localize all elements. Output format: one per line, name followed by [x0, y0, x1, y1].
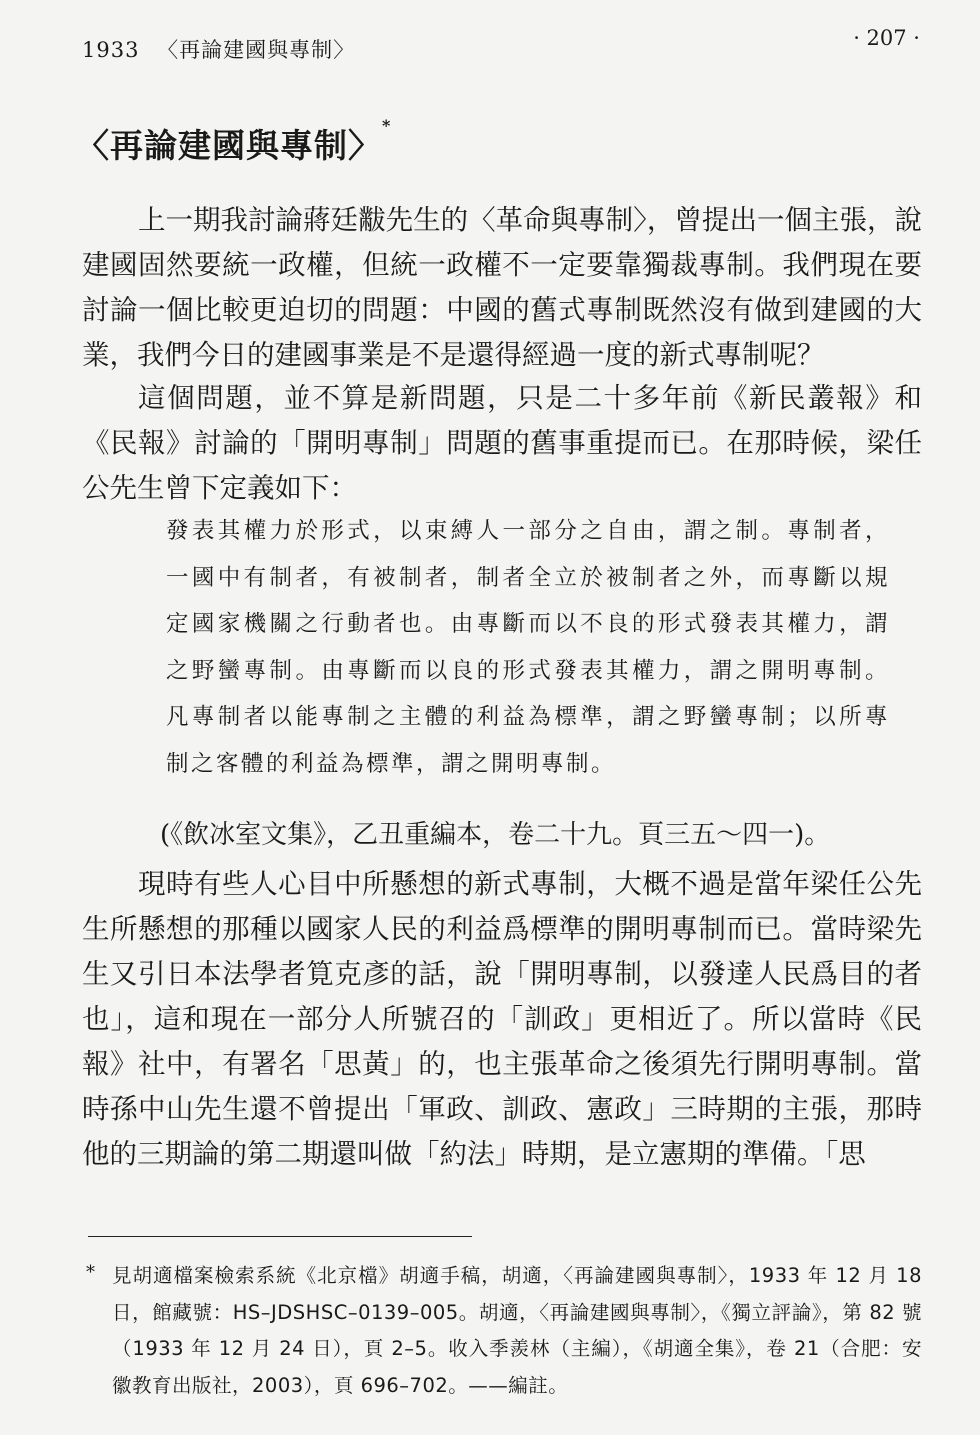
block-quote: 發表其權力於形式，以束縛人一部分之自由，謂之制。專制者，一國中有制者，有被制者，制者全立於被制者之外，而專斷以規定國家機關之行動者也。由專斷而以不良的形式發表其權力，謂之野蠻專制。由專斷而以良的形式發表其權力，謂之開明專制。凡專制者以能專制之主體的利益為標準，謂之野蠻專制；以所專制之客體的利益為標準，謂之開明專制。 [166, 518, 890, 777]
header-running-title: 〈再論建國與專制〉 [157, 38, 356, 62]
paragraph-3: 現時有些人心目中所懸想的新式專制，大概不過是當年梁任公先生所懸想的那種以國家人民的利益爲標準的開明專制而已。當時梁先生又引日本法學者筧克彥的話，說「開明專制，以發達人民爲目的者也」，這和現在一部分人所號召的「訓政」更相近了。所以當時《民報》社中，有署名「思黃」的，也主張革命之後須先行開明專制。當時孫中山先生還不曾提出「軍政、訓政、憲政」三時期的主張，那時他的三期論的第二期還叫做「約法」時期，是立憲期的準備。「思 [82, 868, 922, 1170]
header-year: 1933 [82, 38, 140, 62]
footnote-text: 見胡適檔案檢索系統《北京檔》胡適手稿，胡適，〈再論建國與專制〉，1933 年 12 月 18 日，館藏號：HS–JDSHSC–0139–005。胡適，〈再論建國與專制〉，《獨立評論》，第 82 號（1933 年 12 月 24 日），頁 2–5。收入季羨林（主編），《胡適全集》，卷 21（合肥：安徽教育出版社，2003），頁 696–702。——編註。 [112, 1264, 922, 1397]
footnote-divider [88, 1236, 472, 1237]
paragraph-1: 上一期我討論蔣廷黻先生的〈革命與專制〉，曾提出一個主張，說建國固然要統一政權，但統一政權不一定要靠獨裁專制。我們現在要討論一個比較更迫切的問題：中國的舊式專制既然沒有做到建國的大業，我們今日的建國事業是不是還得經過一度的新式專制呢？ [82, 204, 922, 371]
article-title-text: 〈再論建國與專制〉 [76, 126, 382, 165]
paragraph-2: 這個問題，並不算是新問題，只是二十多年前《新民叢報》和《民報》討論的「開明專制」問題的舊事重提而已。在那時候，梁任公先生曾下定義如下： [82, 382, 922, 504]
quote-citation: (《飲冰室文集》，乙丑重編本，卷二十九。頁三五～四一)。 [160, 820, 831, 850]
running-header [82, 34, 355, 64]
footnote-mark: * [86, 1262, 95, 1283]
article-title [76, 116, 392, 167]
page-number: · 207 · [853, 26, 920, 50]
title-footnote-mark: * [382, 116, 392, 135]
